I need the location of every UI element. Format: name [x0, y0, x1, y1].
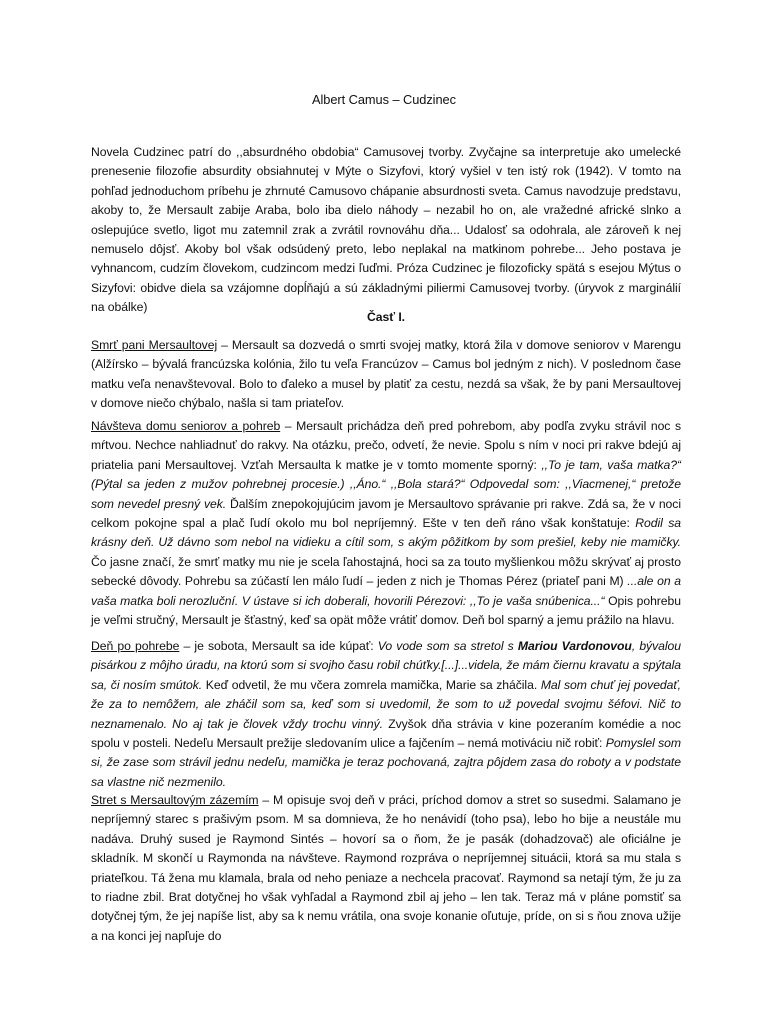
section-1 [91, 336, 681, 414]
section-4-title: Stret s Mersaultovým zázemím [91, 793, 259, 807]
section-3-title: Deň po pohrebe [91, 639, 180, 653]
section-3-quote-1: Vo vode som sa stretol s [377, 639, 518, 653]
section-3-name: Mariou Vardonovou [517, 639, 632, 653]
section-2-paragraph [91, 417, 681, 630]
intro-section [91, 143, 681, 318]
section-1-title: Smrť pani Mersaultovej [91, 338, 218, 352]
section-2-quote-2: Rodil sa krásny deň. Už dávno som nebol na vidieku a cítil som, s akým pôžitkom by som prešiel, keby nie mamičky. [91, 516, 681, 550]
section-3-text-3: Zvyšok dňa strávia v kine pozeraním komédie a noc spolu v posteli. Nedeľu Mersault prežije sledovaním ulice a fajčením – nemá motiváciu nič robiť: [91, 716, 681, 751]
section-1-paragraph [91, 336, 681, 414]
section-2-quote-1: ,,To je tam, vaša matka?“ (Pýtal sa jeden z mužov pohrebnej procesie.) ,,Áno.“ ,,Bola stará?“ Odpovedal som: ,,Viacmenej,“ pretože som nevedel presný vek. [91, 457, 681, 511]
section-3-quote-3: Mal som chuť jej povedať, že za to nemôžem, ale zháčil som sa, keď som si uvedomil, že som to už povedal svojmu šéfovi. Nič to neznamenalo. No aj tak je človek vždy trochu vinný. [91, 677, 681, 731]
section-3-text-1: – je sobota, Mersault sa ide kúpať: [179, 639, 378, 653]
section-2-title: Návšteva domu seniorov a pohreb [91, 419, 281, 433]
section-3-paragraph [91, 637, 681, 792]
section-3-quote-4: Pomyslel som si, že zase som strávil jednu nedeľu, mamička je teraz pochovaná, zajtra pôjdem zasa do roboty a v podstate sa vlastne nič nezmenilo. [91, 736, 681, 789]
section-2-quote-3: ...ale on a vaša matka boli nerozluční. V ústave si ich doberali, hovorili Pérezovi: ,,To je vaša snúbenica...“ [91, 574, 681, 608]
part-heading: Časť I. [366, 310, 405, 324]
section-3-text-2: Keď odvetil, že mu včera zomrela mamička, Marie sa zháčila. [202, 677, 541, 692]
section-3-quote-2: , bývalou pisárkou z môjho úradu, na ktorú som si svojho času robil chúťky.[...]...videla, že mám čiernu kravatu a spýtala sa, či nosím smútok. [91, 639, 681, 692]
section-2 [91, 417, 681, 630]
document-title: Albert Camus – Cudzinec [312, 92, 456, 107]
section-4-text-1: – M opisuje svoj deň v práci, príchod domov a stret so susedmi. Salamano je nepríjemný starec s prašivým psom. M sa domnieva, že ho nenávidí (toho psa), lebo ho bije a neustále mu nadáva. Druhý sused je Raymond Sintés – hovorí sa o ňom, že je pasák (dohadzovač) ale oficiálne je skladník. M skončí u Raymonda na návšteve. Raymond rozpráva o nepríjemnej situácii, ktorá sa mu stala s priateľkou. Tá žena mu klamala, brala od neho peniaze a nechcela pracovať. Raymond sa netají tým, že ju za to riadne zbil. Brat dotyčnej ho však vyhľadal a Raymond zbil aj jeho – len tak. Teraz má v pláne pomstiť sa dotyčnej tým, že jej napíše list, aby sa k nemu vrátila, ona svoje konanie oľutuje, príde, on si s ňou znova užije a na konci jej napľuje do [91, 793, 682, 943]
section-1-text: – Mersault sa dozvedá o smrti svojej matky, ktorá žila v domove seniorov v Marengu (Alžírsko – bývalá francúzska kolónia, žilo tu veľa Francúzov – Camus bol jedným z nich). V poslednom čase matku veľa nenavštevoval. Bolo to ďaleko a musel by platiť za cestu, nezdá sa však, že by pani Mersaultovej v domove niečo chýbalo, našla si tam priateľov. [91, 338, 681, 411]
section-4-paragraph [91, 791, 681, 946]
section-3 [91, 637, 681, 792]
section-4 [91, 791, 681, 946]
intro-paragraph: Novela Cudzinec patrí do ,,absurdného obdobia“ Camusovej tvorby. Zvyčajne sa interpretuje ako umelecké prenesenie filozofie absurdity obsiahnutej v Mýte o Sizyfovi, ktorý vyšiel v ten istý rok (1942). V tomto na pohľad jednoduchom príbehu je zhrnuté Camusovo chápanie absurdnosti sveta. Camus navodzuje predstavu, akoby to, že Mersault zabije Araba, bolo iba dielo náhody – nezabil ho on, ale vražedné africké slnko a oslepujúce svetlo, ligot mu zatemnil zrak a zvrátil rovnováhu dňa... Udalosť sa odohrala, ale zároveň k nej nemuselo dôjsť. Akoby bol však odsúdený preto, lebo neplakal na matkinom pohrebe... Jeho postava je vyhnancom, cudzím človekom, cudzincom medzi ľuďmi. Próza Cudzinec je filozoficky spätá s esejou Mýtus o Sizyfovi: obidve diela sa vzájomne dopĺňajú a sú základnými piliermi Camusovej tvorby. (úryvok z marginálií na obálke) [91, 145, 681, 315]
section-2-text-4: Opis pohrebu je veľmi stručný, Mersault je šťastný, keď sa opät môže vrátiť domov. Deň bol sparný a jemu prážilo na hlavu. [91, 593, 681, 628]
section-2-text-3: Čo jasne značí, že smrť matky mu nie je scela ľahostajná, hoci sa za touto myšlienkou môžu skrývať aj prosto sebecké dôvody. Pohrebu sa zúčastí len málo ľudí – jeden z nich je Thomas Pérez (priateľ pani M) [91, 554, 681, 589]
section-2-text-2: Ďalším znepokojujúcim javom je Mersaultovo správanie pri rakve. Zdá sa, že v noci celkom pokojne spal a plač ľudí okolo mu bol nepríjemný. Ešte v ten deň ráno však konštatuje: [91, 496, 681, 531]
section-2-text-1: – Mersault prichádza deň pred pohrebom, aby podľa zvyku strávil noc s mŕtvou. Nechce nahliadnuť do rakvy. Na otázku, prečo, odvetí, že nevie. Spolu s ním v noci pri rakve bdejú aj priatelia pani Mersaultovej. Vzťah Mersaulta k matke je v tomto momente sporný: [91, 419, 681, 472]
